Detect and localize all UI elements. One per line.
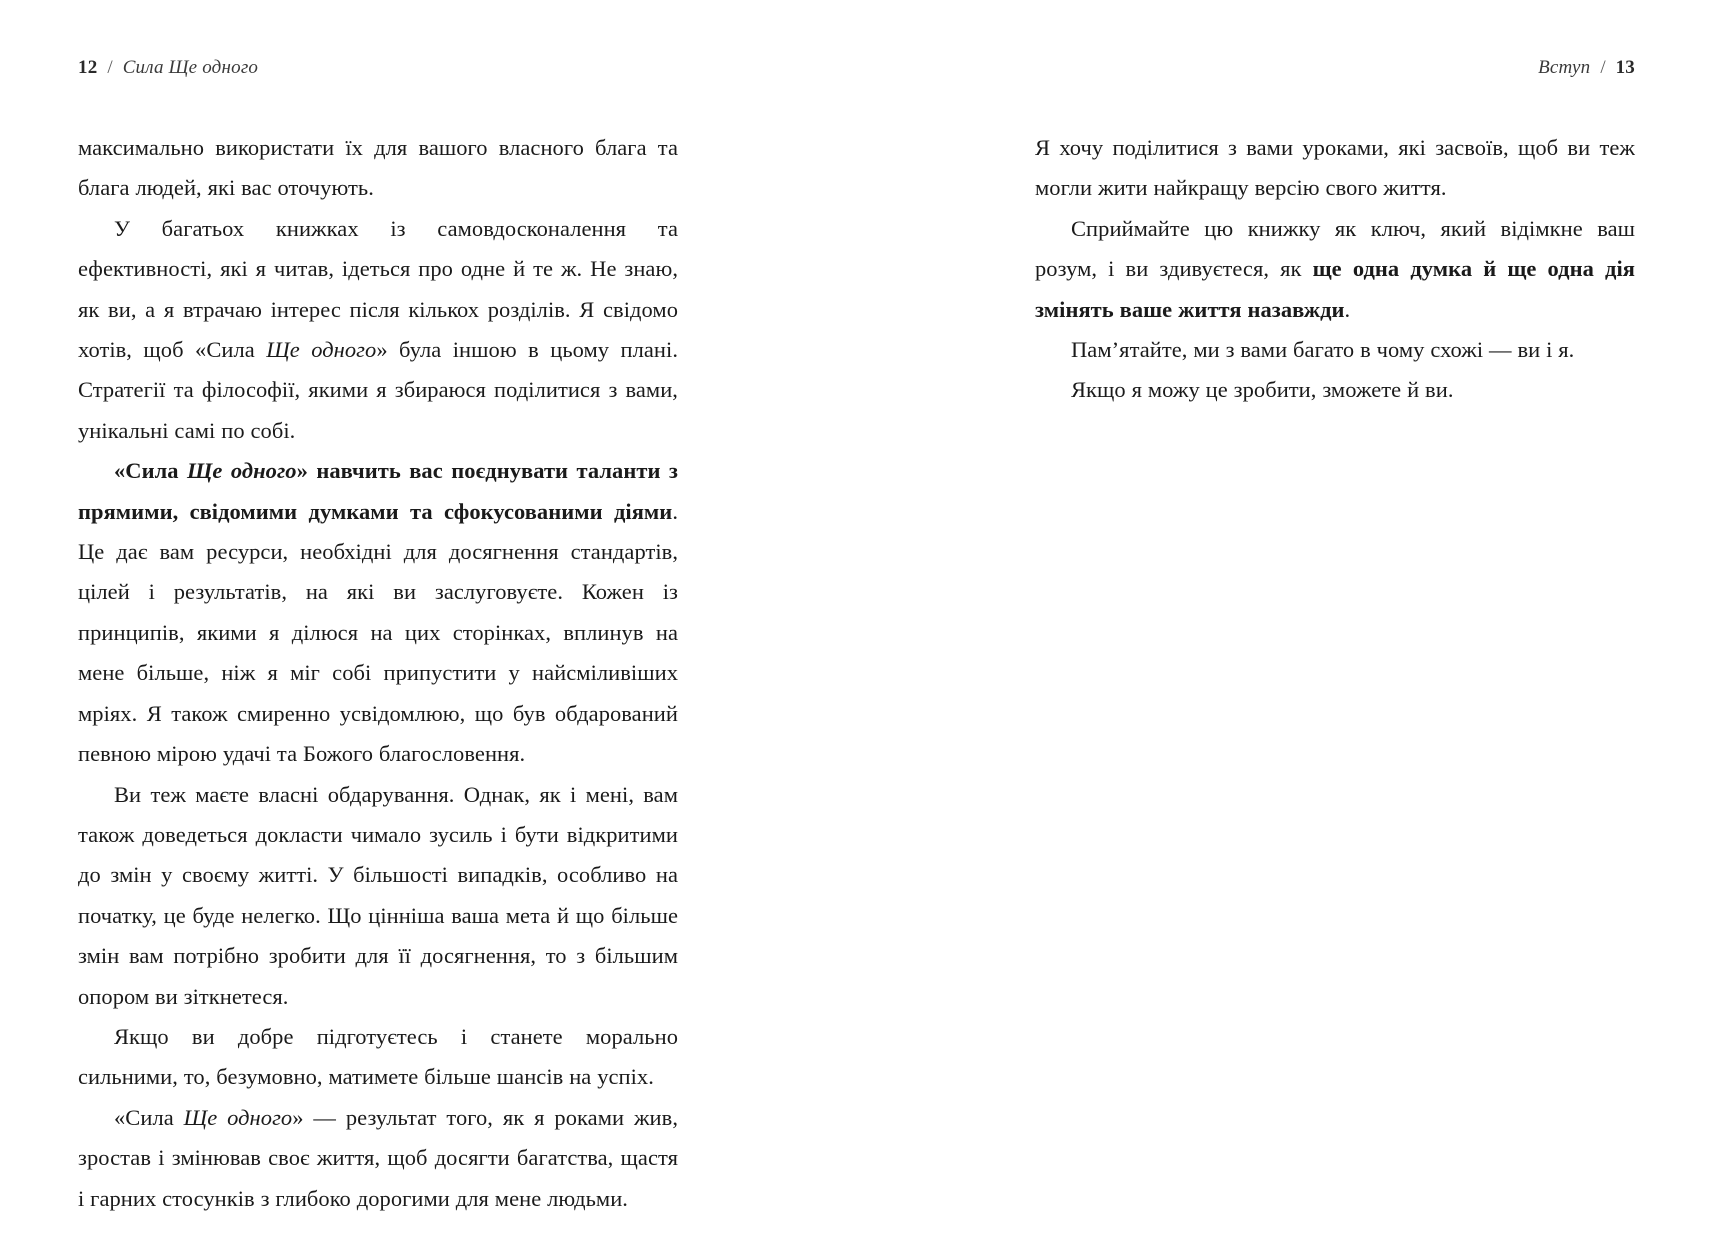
paragraph-text-run: . [1344,296,1351,322]
running-head-right [1538,58,1635,77]
bold-italic-title: Ще одного [187,458,297,484]
running-head-left [78,58,258,77]
page-number-left: 12 [78,57,98,78]
paragraph [1035,209,1635,330]
page-number-right: 13 [1615,57,1635,78]
paragraph: Ви теж маєте власні обдарування. Однак, як і мені, вам також доведеться докласти чимало зусиль і бути відкритими до змін у своєму житті. У більшості випадків, особливо на початку, це буде нелегко. Що цінніша ваша мета й що більше змін вам потрібно зробити для її досягнення, то з більшим опором ви зіткнетеся. [78,781,678,1009]
chapter-title-running-head: Вступ [1538,57,1591,78]
emphasis-title: Ще одного [266,337,377,363]
paragraph [78,451,678,774]
running-head-separator-right: / [1600,57,1606,78]
text-columns [0,128,1713,1219]
paragraph-text-run: У багатьох книжках із самовдосконалення та ефективності, які я читав, ідеться про одне й те ж. Не знаю, як ви, а я втрачаю інтерес після кількох розділів. Я свідомо хотів, щоб «Сила [78,215,678,363]
paragraph: Якщо я можу це зробити, зможете й ви. [1071,377,1454,403]
bold-run: ще одна думка й ще одна дія змінять ваше життя назавжди [1035,256,1635,322]
paragraph: Якщо ви добре підготуєтесь і станете морально сильними, то, безумовно, матимете більше шансів на успіх. [78,1023,678,1090]
paragraph-text-run: . Це дає вам ресурси, необхідні для досягнення стандартів, цілей і результатів, на які ви заслуговуєте. Кожен із принципів, якими я ділюся на цих сторінках, вплинув на мене більше, ніж я міг собі припустити у найсміливіших мріях. Я також смиренно усвідомлюю, що був обдарований певною мірою удачі та Божого благословення. [78,498,678,767]
paragraph: максимально використати їх для вашого власного блага та блага людей, які вас оточують. [78,135,678,201]
emphasis-title: Ще одного [183,1104,293,1130]
right-page-text-column [1035,128,1635,1219]
running-head-separator-left: / [107,57,113,78]
paragraph-text-run: Сприймайте цю книжку як ключ, який відімкне ваш розум, і ви здивуєтеся, як [1035,215,1635,282]
left-page-text-column [78,128,678,1219]
book-title-running-head: Сила Ще одного [122,57,259,78]
bold-run: » навчить вас поєднувати таланти з прямими, свідомими думками та сфокусованими діями [78,458,678,524]
paragraph-text-run: » — результат того, як я роками жив, зростав і змінював своє життя, щоб досягти багатства, щастя і гарних стосунків з глибоко дорогими для мене людьми. [78,1104,679,1211]
paragraph-text-run: » була іншою в цьому плані. Стратегії та філософії, якими я збираюся поділитися з вами, унікальні самі по собі. [78,337,678,443]
paragraph [78,1098,678,1219]
paragraph-text-run: «Сила [114,1104,184,1130]
paragraph [78,209,678,451]
paragraph: Пам’ятайте, ми з вами багато в чому схожі — ви і я. [1071,337,1575,363]
paragraph: Я хочу поділитися з вами уроками, які засвоїв, щоб ви теж могли жити найкращу версію свого життя. [1035,135,1635,201]
bold-lead-run: «Сила [114,458,188,484]
